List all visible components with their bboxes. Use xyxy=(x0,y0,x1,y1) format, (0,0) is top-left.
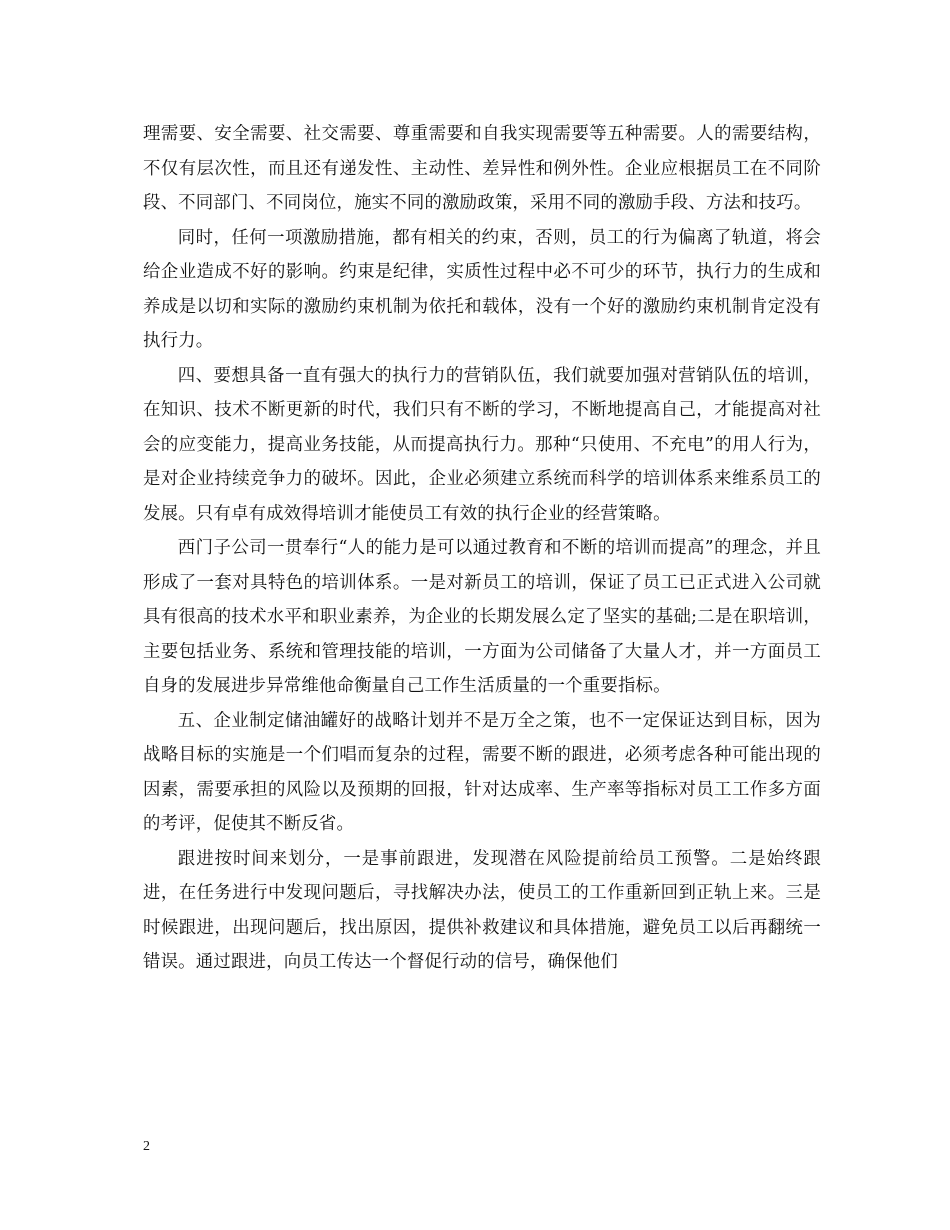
paragraph-6: 跟进按时间来划分，一是事前跟进，发现潜在风险提前给员工预警。二是始终跟进，在任务进行中发现问题后，寻找解决办法，使员工的工作重新回到正轨上来。三是时候跟进，出现问题后，找出原因，提供补救建议和具体措施，避免员工以后再翻统一错误。通过跟进，向员工传达一个督促行动的信号，确保他们 xyxy=(143,848,821,972)
paragraph-4: 西门子公司一贯奉行“人的能力是可以通过教育和不断的培训而提高”的理念，并且形成了一套对具特色的培训体系。一是对新员工的培训，保证了员工已正式进入公司就具有很高的技术水平和职业素养，为企业的长期发展么定了坚实的基础;二是在职培训，主要包括业务、系统和管理技能的培训，一方面为公司储备了大量人才，并一方面员工自身的发展进步异常维他命衡量自己工作生活质量的一个重要指标。 xyxy=(143,538,821,696)
paragraph-3: 四、要想具备一直有强大的执行力的营销队伍，我们就要加强对营销队伍的培训，在知识、技术不断更新的时代，我们只有不断的学习，不断地提高自己，才能提高对社会的应变能力，提高业务技能，从而提高执行力。那种“只使用、不充电”的用人行为，是对企业持续竞争力的破坏。因此，企业必须建立系统而科学的培训体系来维系员工的发展。只有卓有成效得培训才能使员工有效的执行企业的经营策略。 xyxy=(143,365,821,524)
body-text xyxy=(143,117,821,980)
paragraph-2: 同时，任何一项激励措施，都有相关的约束，否则，员工的行为偏离了轨道，将会给企业造成不好的影响。约束是纪律，实质性过程中必不可少的环节，执行力的生成和养成是以切和实际的激励约束机制为依托和载体，没有一个好的激励约束机制肯定没有执行力。 xyxy=(143,227,821,351)
paragraph-5: 五、企业制定储油罐好的战略计划并不是万全之策，也不一定保证达到目标，因为战略目标的实施是一个们唱而复杂的过程，需要不断的跟进，必须考虑各种可能出现的因素，需要承担的风险以及预期的回报，针对达成率、生产率等指标对员工工作多方面的考评，促使其不断反省。 xyxy=(143,710,821,834)
paragraph-1: 理需要、安全需要、社交需要、尊重需要和自我实现需要等五种需要。人的需要结构，不仅有层次性，而且还有递发性、主动性、差异性和例外性。企业应根据员工在不同阶段、不同部门、不同岗位，施实不同的激励政策，采用不同的激励手段、方法和技巧。 xyxy=(143,124,821,213)
page-number: 2 xyxy=(143,1139,150,1154)
